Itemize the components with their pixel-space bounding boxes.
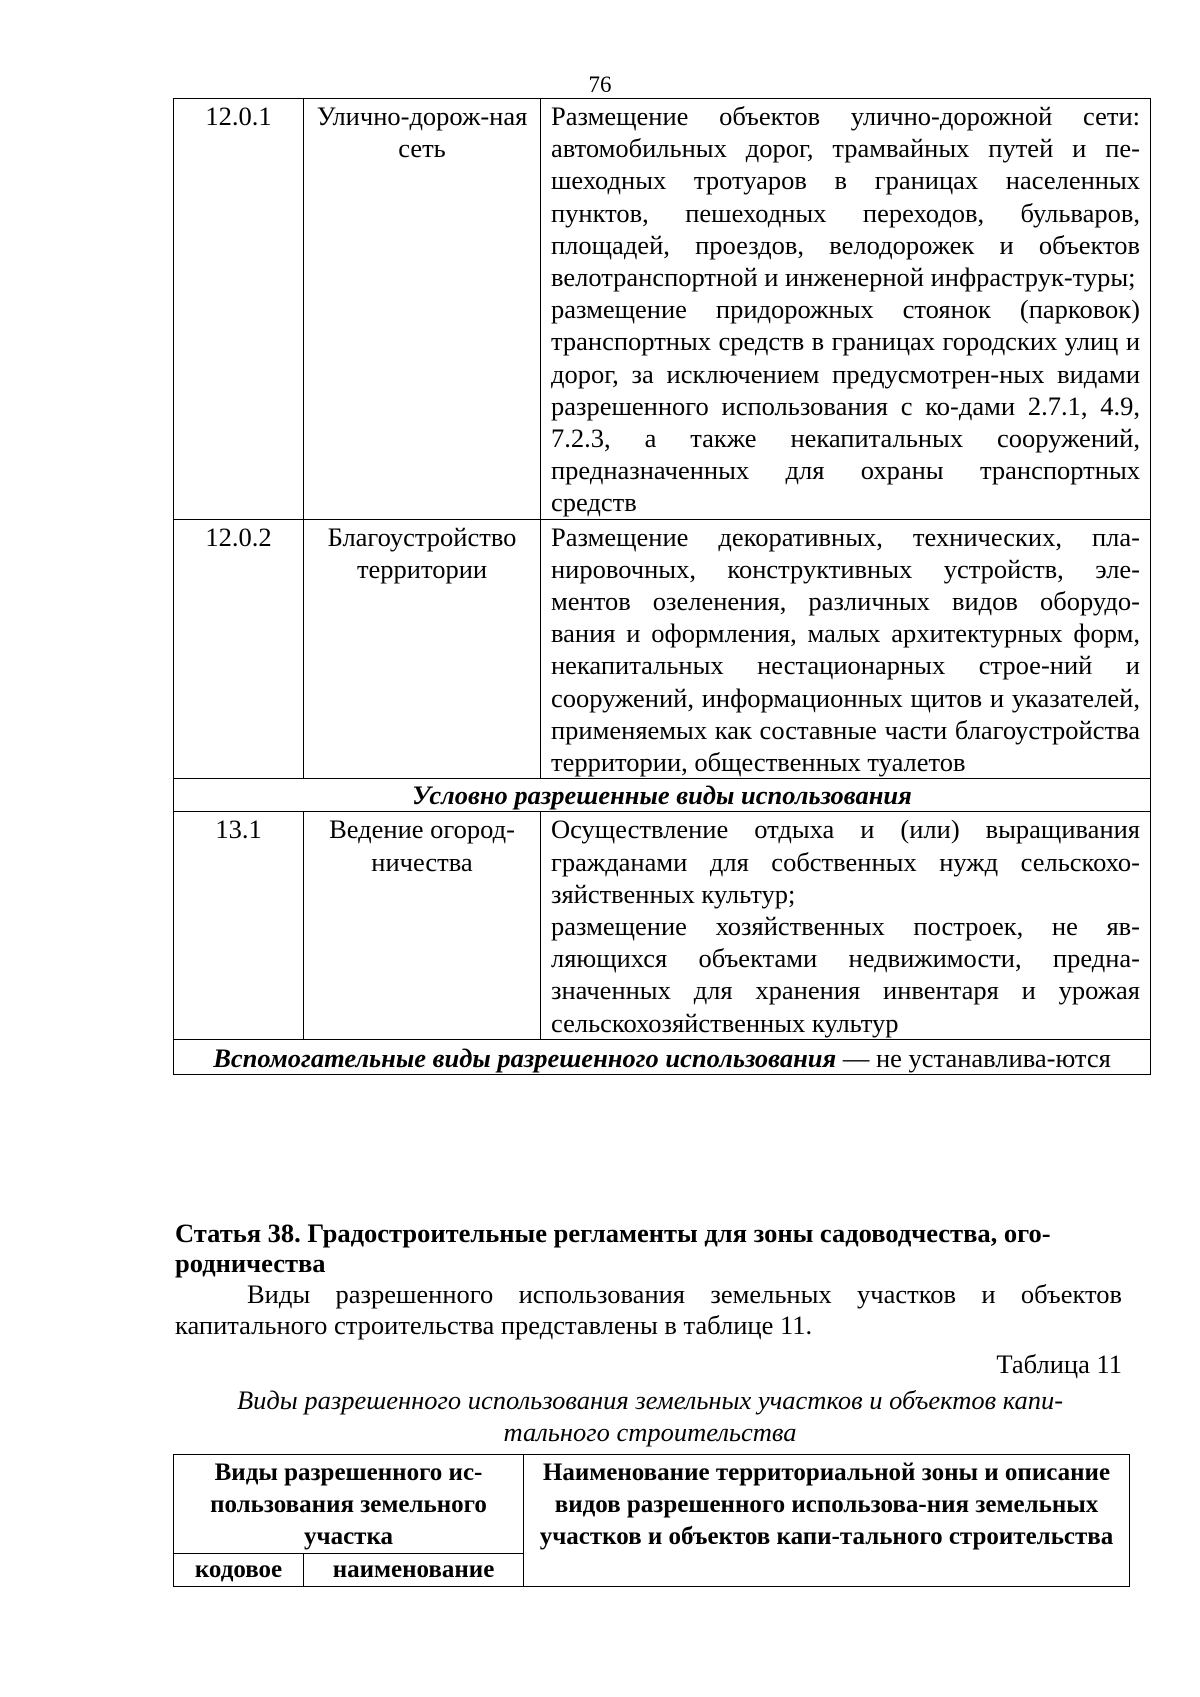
description-paragraph: Осуществление отдыха и (или) выращивания гражданами для собственных нужд сельскохо-зяйственных культур;: [551, 814, 1140, 909]
header-zone-description: Наименование территориальной зоны и описание видов разрешенного использова-ния земельных участков и объектов капи-тального строительства: [524, 1455, 1130, 1587]
row-description: [541, 99, 1151, 520]
table-caption: Виды разрешенного использования земельных участков и объектов капи-тального строительства: [236, 1385, 1064, 1447]
table-row: [174, 99, 1151, 520]
row-code: 13.1: [174, 812, 304, 1039]
row-description: [541, 812, 1151, 1039]
article-heading: Статья 38. Градостроительные регламенты для зоны садоводчества, ого-родничества: [175, 1218, 1051, 1278]
row-description: [541, 519, 1151, 779]
description-paragraph: размещение придорожных стоянок (парковок) транспортных средств в границах городских улиц и дорог, за исключением предусмотрен-ных видами разрешенного использования с ко-дами 2.7.1, 4.9, 7.2.3, а также некапитальных сооружений, предназначенных для охраны транспортных средств: [551, 294, 1140, 518]
auxiliary-row: [174, 1039, 1151, 1074]
table-11-header: [173, 1454, 1130, 1587]
page-number: 76: [588, 72, 612, 97]
description-paragraph: Размещение объектов улично-дорожной сети: автомобильных дорог, трамвайных путей и пе-шеходных тротуаров в границах населенных пунктов, пешеходных переходов, бульваров, площадей, проездов, велодорожек и объектов велотранспортной и инженерной инфраструк-туры;: [551, 101, 1140, 293]
table-row: [174, 812, 1151, 1039]
intro-paragraph: Виды разрешенного использования земельных участков и объектов капитального строительства представлены в таблице 11.: [175, 1279, 1122, 1340]
description-paragraph: Размещение декоративных, технических, пла-нировочных, конструктивных устройств, эле-ментов озеленения, различных видов оборудо-вания и оформления, малых архитектурных форм, некапитальных нестационарных строе-ний и сооружений, информационных щитов и указателей, применяемых как составные части благоустройства территории, общественных туалетов: [551, 521, 1140, 778]
table-label: Таблица 11: [996, 1349, 1122, 1379]
header-name: наименование: [304, 1554, 524, 1587]
header-row: [174, 1455, 1130, 1554]
header-code: кодовое: [174, 1554, 304, 1587]
row-code: 12.0.1: [174, 99, 304, 520]
land-use-table-continued: [173, 98, 1151, 1075]
row-name: Благоустройство территории: [304, 519, 541, 779]
auxiliary-uses-title: Вспомогательные виды разрешенного использования: [213, 1042, 837, 1073]
conditional-section-title: Условно разрешенные виды использования: [174, 779, 1151, 812]
row-name: Ведение огород-ничества: [304, 812, 541, 1039]
header-land-use-types: Виды разрешенного ис-пользования земельного участка: [174, 1455, 524, 1554]
row-name: Улично-дорож-ная сеть: [304, 99, 541, 520]
section-row: [174, 779, 1151, 812]
auxiliary-uses-note: [174, 1039, 1151, 1074]
table-row: [174, 519, 1151, 779]
row-code: 12.0.2: [174, 519, 304, 779]
auxiliary-uses-text: — не устанавлива-ются: [836, 1042, 1111, 1073]
description-paragraph: размещение хозяйственных построек, не яв-ляющихся объектами недвижимости, предна-значенных для хранения инвентаря и урожая сельскохозяйственных культур: [551, 911, 1140, 1038]
